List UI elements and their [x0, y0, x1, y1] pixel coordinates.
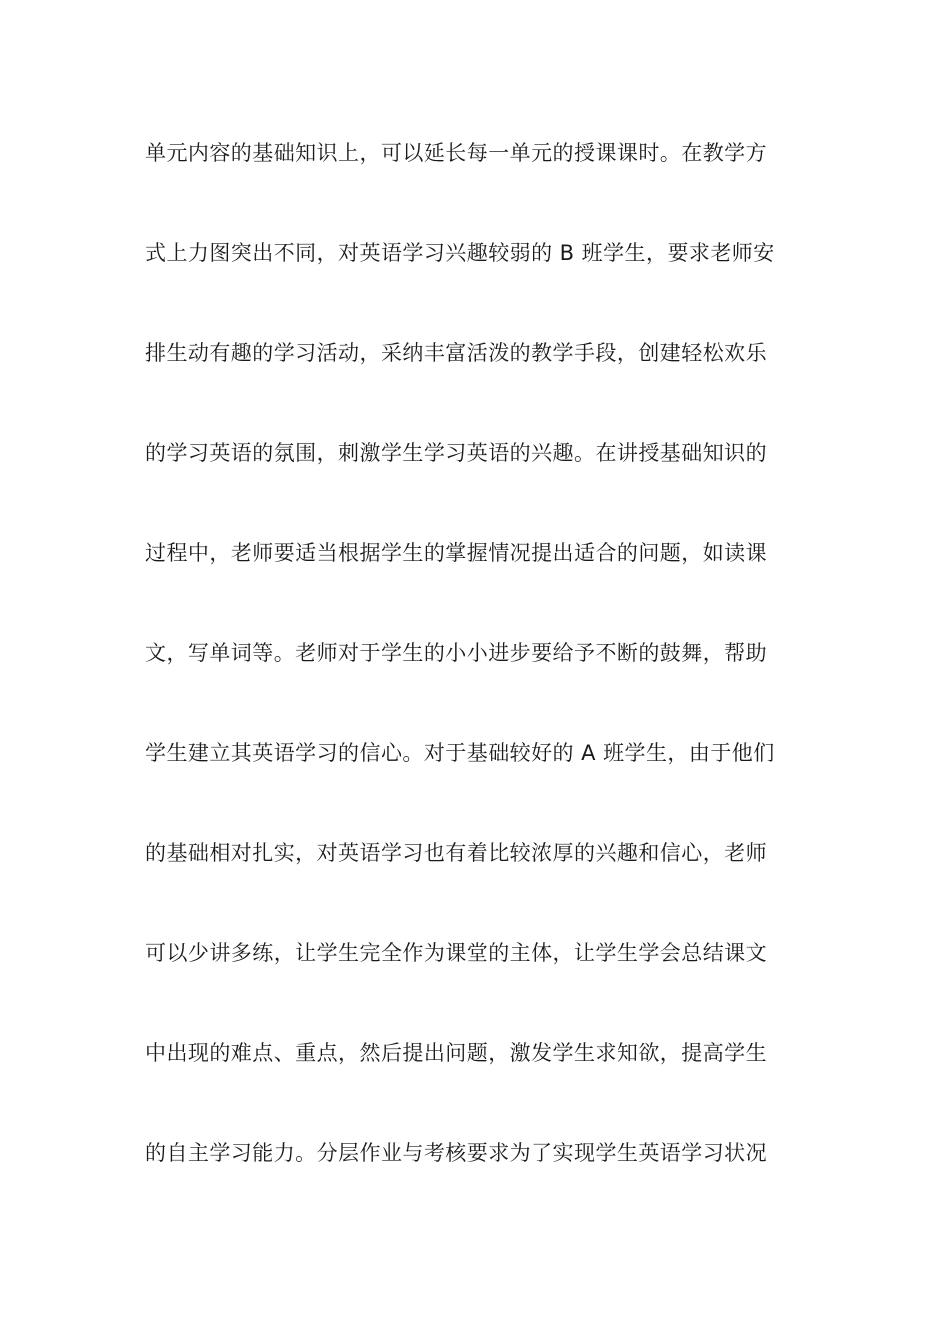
text-line: 排生动有趣的学习活动，采纳丰富活泼的教学手段，创建轻松欢乐: [145, 341, 768, 365]
text-line: 学生建立其英语学习的信心。对于基础较好的 A 班学生，由于他们: [145, 741, 775, 765]
text-line: 中出现的难点、重点，然后提出问题，激发学生求知欲，提高学生: [145, 1041, 768, 1065]
text-line: 的自主学习能力。分层作业与考核要求为了实现学生英语学习状况: [145, 1141, 768, 1165]
body-text: [145, 133, 810, 1233]
text-line: 可以少讲多练，让学生完全作为课堂的主体，让学生学会总结课文: [145, 941, 768, 965]
text-line: 单元内容的基础知识上，可以延长每一单元的授课课时。在教学方: [145, 141, 768, 165]
text-line: 的基础相对扎实，对英语学习也有着比较浓厚的兴趣和信心，老师: [145, 841, 768, 865]
text-line: 过程中，老师要适当根据学生的掌握情况提出适合的问题，如读课: [145, 541, 768, 565]
text-line: 文，写单词等。老师对于学生的小小进步要给予不断的鼓舞，帮助: [145, 641, 768, 665]
text-line: 式上力图突出不同，对英语学习兴趣较弱的 B 班学生，要求老师安: [145, 241, 775, 265]
text-line: 的学习英语的氛围，刺激学生学习英语的兴趣。在讲授基础知识的: [145, 441, 768, 465]
